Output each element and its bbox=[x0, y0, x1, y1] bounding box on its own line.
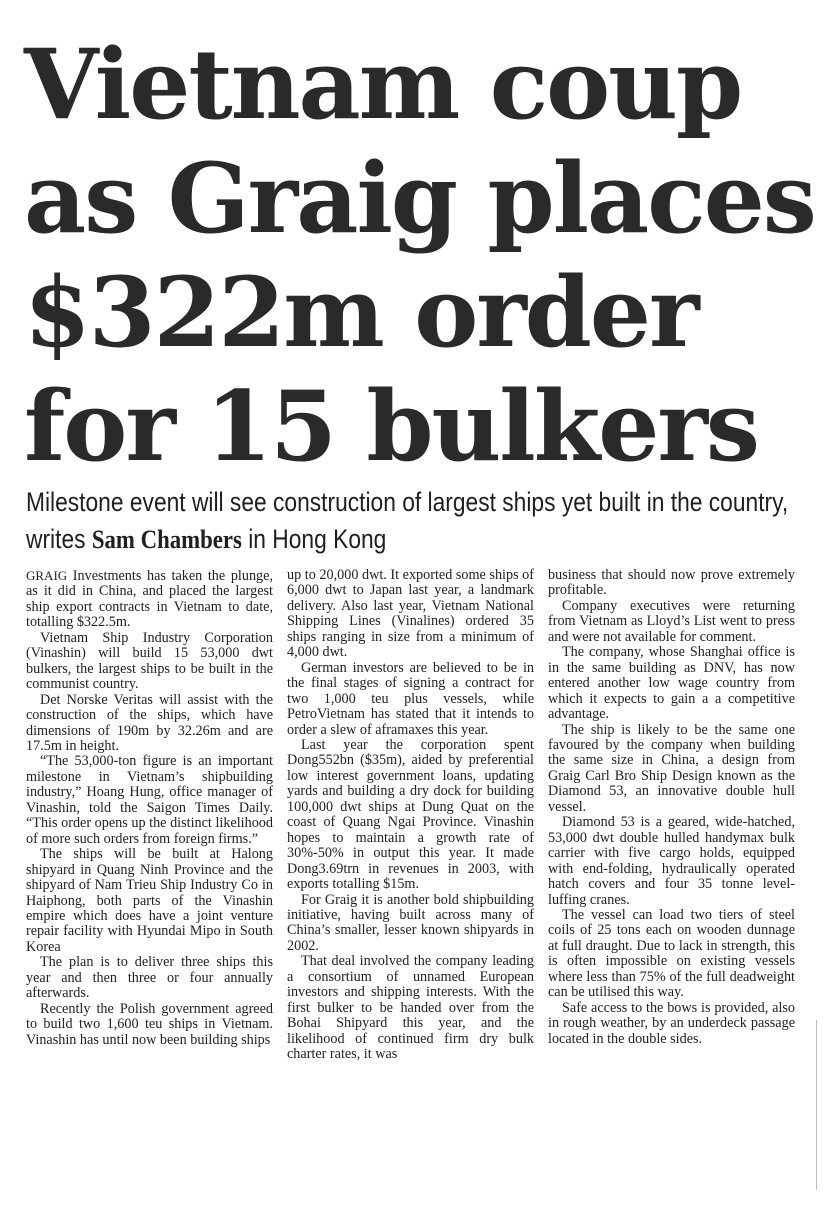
paragraph: The plan is to deliver three ships this year and then three or four annually afterwards. bbox=[26, 954, 273, 1002]
article-column-3 bbox=[548, 568, 795, 1047]
paragraph: The company, whose Shanghai office is in the same building as DNV, has now entered another low wage country from which it expects to gain a a competitive advantage. bbox=[548, 644, 795, 723]
paragraph: Safe access to the bows is provided, also in rough weather, by an underdeck passage located in the double sides. bbox=[548, 999, 795, 1047]
lead-word: GRAIG bbox=[26, 568, 68, 583]
paragraph: The vessel can load two tiers of steel coils of 25 tons each on wooden dunnage at full draught. Due to lack in strength, this is often impossible on existing vessels where less than 75% of the full deadweight can be utilised this way. bbox=[548, 906, 795, 1001]
column-divider bbox=[816, 1020, 817, 1190]
headline-line: $322m order bbox=[24, 256, 698, 369]
author-name: Sam Chambers bbox=[91, 524, 242, 554]
paragraph: For Graig it is another bold shipbuilding initiative, having built across many of China’s smaller, lesser known shipyards in 2002. bbox=[287, 891, 534, 954]
headline-line: as Graig places bbox=[24, 142, 815, 255]
paragraph: That deal involved the company leading a consortium of unnamed European investors and shipping interests. With the first bulker to be handed over from the Bohai Shipyard this year, and the likelihood of continued firm dry bulk charter rates, it was bbox=[287, 953, 534, 1063]
headline-line: Vietnam coup bbox=[24, 28, 742, 141]
paragraph: Company executives were returning from Vietnam as Lloyd’s List went to press and were not available for comment. bbox=[548, 597, 795, 645]
paragraph: Vietnam Ship Industry Corporation (Vinashin) will build 15 53,000 dwt bulkers, the largest ships to be built in the communist country. bbox=[26, 629, 273, 693]
paragraph-text: Investments has taken the plunge, as it did in China, and placed the largest ship export contracts in Vietnam to date, totalling $322.5m. bbox=[26, 568, 273, 631]
article-column-2 bbox=[287, 568, 534, 1063]
paragraph bbox=[26, 568, 273, 631]
paragraph: The ship is likely to be the same one favoured by the company when building the same size in China, a design from Graig Carl Bro Ship Design known as the Diamond 53, an innovative double hull vessel. bbox=[548, 721, 795, 815]
paragraph: Diamond 53 is a geared, wide-hatched, 53,000 dwt double hulled handymax bulk carrier with five cargo holds, equipped with end-folding, hydraulically operated hatch covers and four 35 tonne level-luffing cranes. bbox=[548, 814, 795, 908]
standfirst-location: in Hong Kong bbox=[241, 524, 387, 554]
article-body bbox=[26, 568, 796, 1188]
paragraph: Det Norske Veritas will assist with the construction of the ships, which have dimensions of 190m by 32.26m and are 17.5m in height. bbox=[26, 691, 273, 754]
headline bbox=[24, 28, 815, 484]
paragraph: Recently the Polish government agreed to build two 1,600 teu ships in Vietnam. Vinashin has until now been building ships bbox=[26, 1000, 273, 1048]
paragraph: Last year the corporation spent Dong552bn ($35m), aided by preferential low interest government loans, updating yards and building a dry dock for building 100,000 dwt ships at Dung Quat on the coast of Quang Ngai Province. Vinashin hopes to maintain a growth rate of 30%-50% in output this year. It made Dong3.69trn in revenues in 2003, with exports totalling $15m. bbox=[287, 736, 534, 893]
headline-line: for 15 bulkers bbox=[24, 370, 758, 483]
paragraph: German investors are believed to be in the final stages of signing a contract for two 1,000 teu plus vessels, while PetroVietnam has stated that it intends to order a slew of aframaxes this year. bbox=[287, 659, 534, 738]
article-column-1 bbox=[26, 568, 273, 1048]
standfirst-text: Milestone event will see construction of largest ships yet built in the country, writes bbox=[26, 487, 789, 554]
paragraph: “The 53,000-ton figure is an important milestone in Vietnam’s shipbuilding industry,” Hoang Hung, office manager of Vinashin, told the Saigon Times Daily. “This order opens up the distinct likelihood of more such orders from foreign firms.” bbox=[26, 753, 273, 847]
paragraph: The ships will be built at Halong shipyard in Quang Ninh Province and the shipyard of Nam Trieu Ship Industry Co in Haiphong, both parts of the Vinashin empire which does have a joint venture repair facility with Hyundai Mipo in South Korea bbox=[26, 846, 273, 955]
standfirst bbox=[26, 484, 800, 558]
paragraph: business that should now prove extremely profitable. bbox=[548, 567, 795, 599]
paragraph: up to 20,000 dwt. It exported some ships of 6,000 dwt to Japan last year, a landmark delivery. Also last year, Vietnam National Shipping Lines (Vinalines) ordered 35 ships ranging in size from a minimum of 4,000 dwt. bbox=[287, 567, 534, 661]
